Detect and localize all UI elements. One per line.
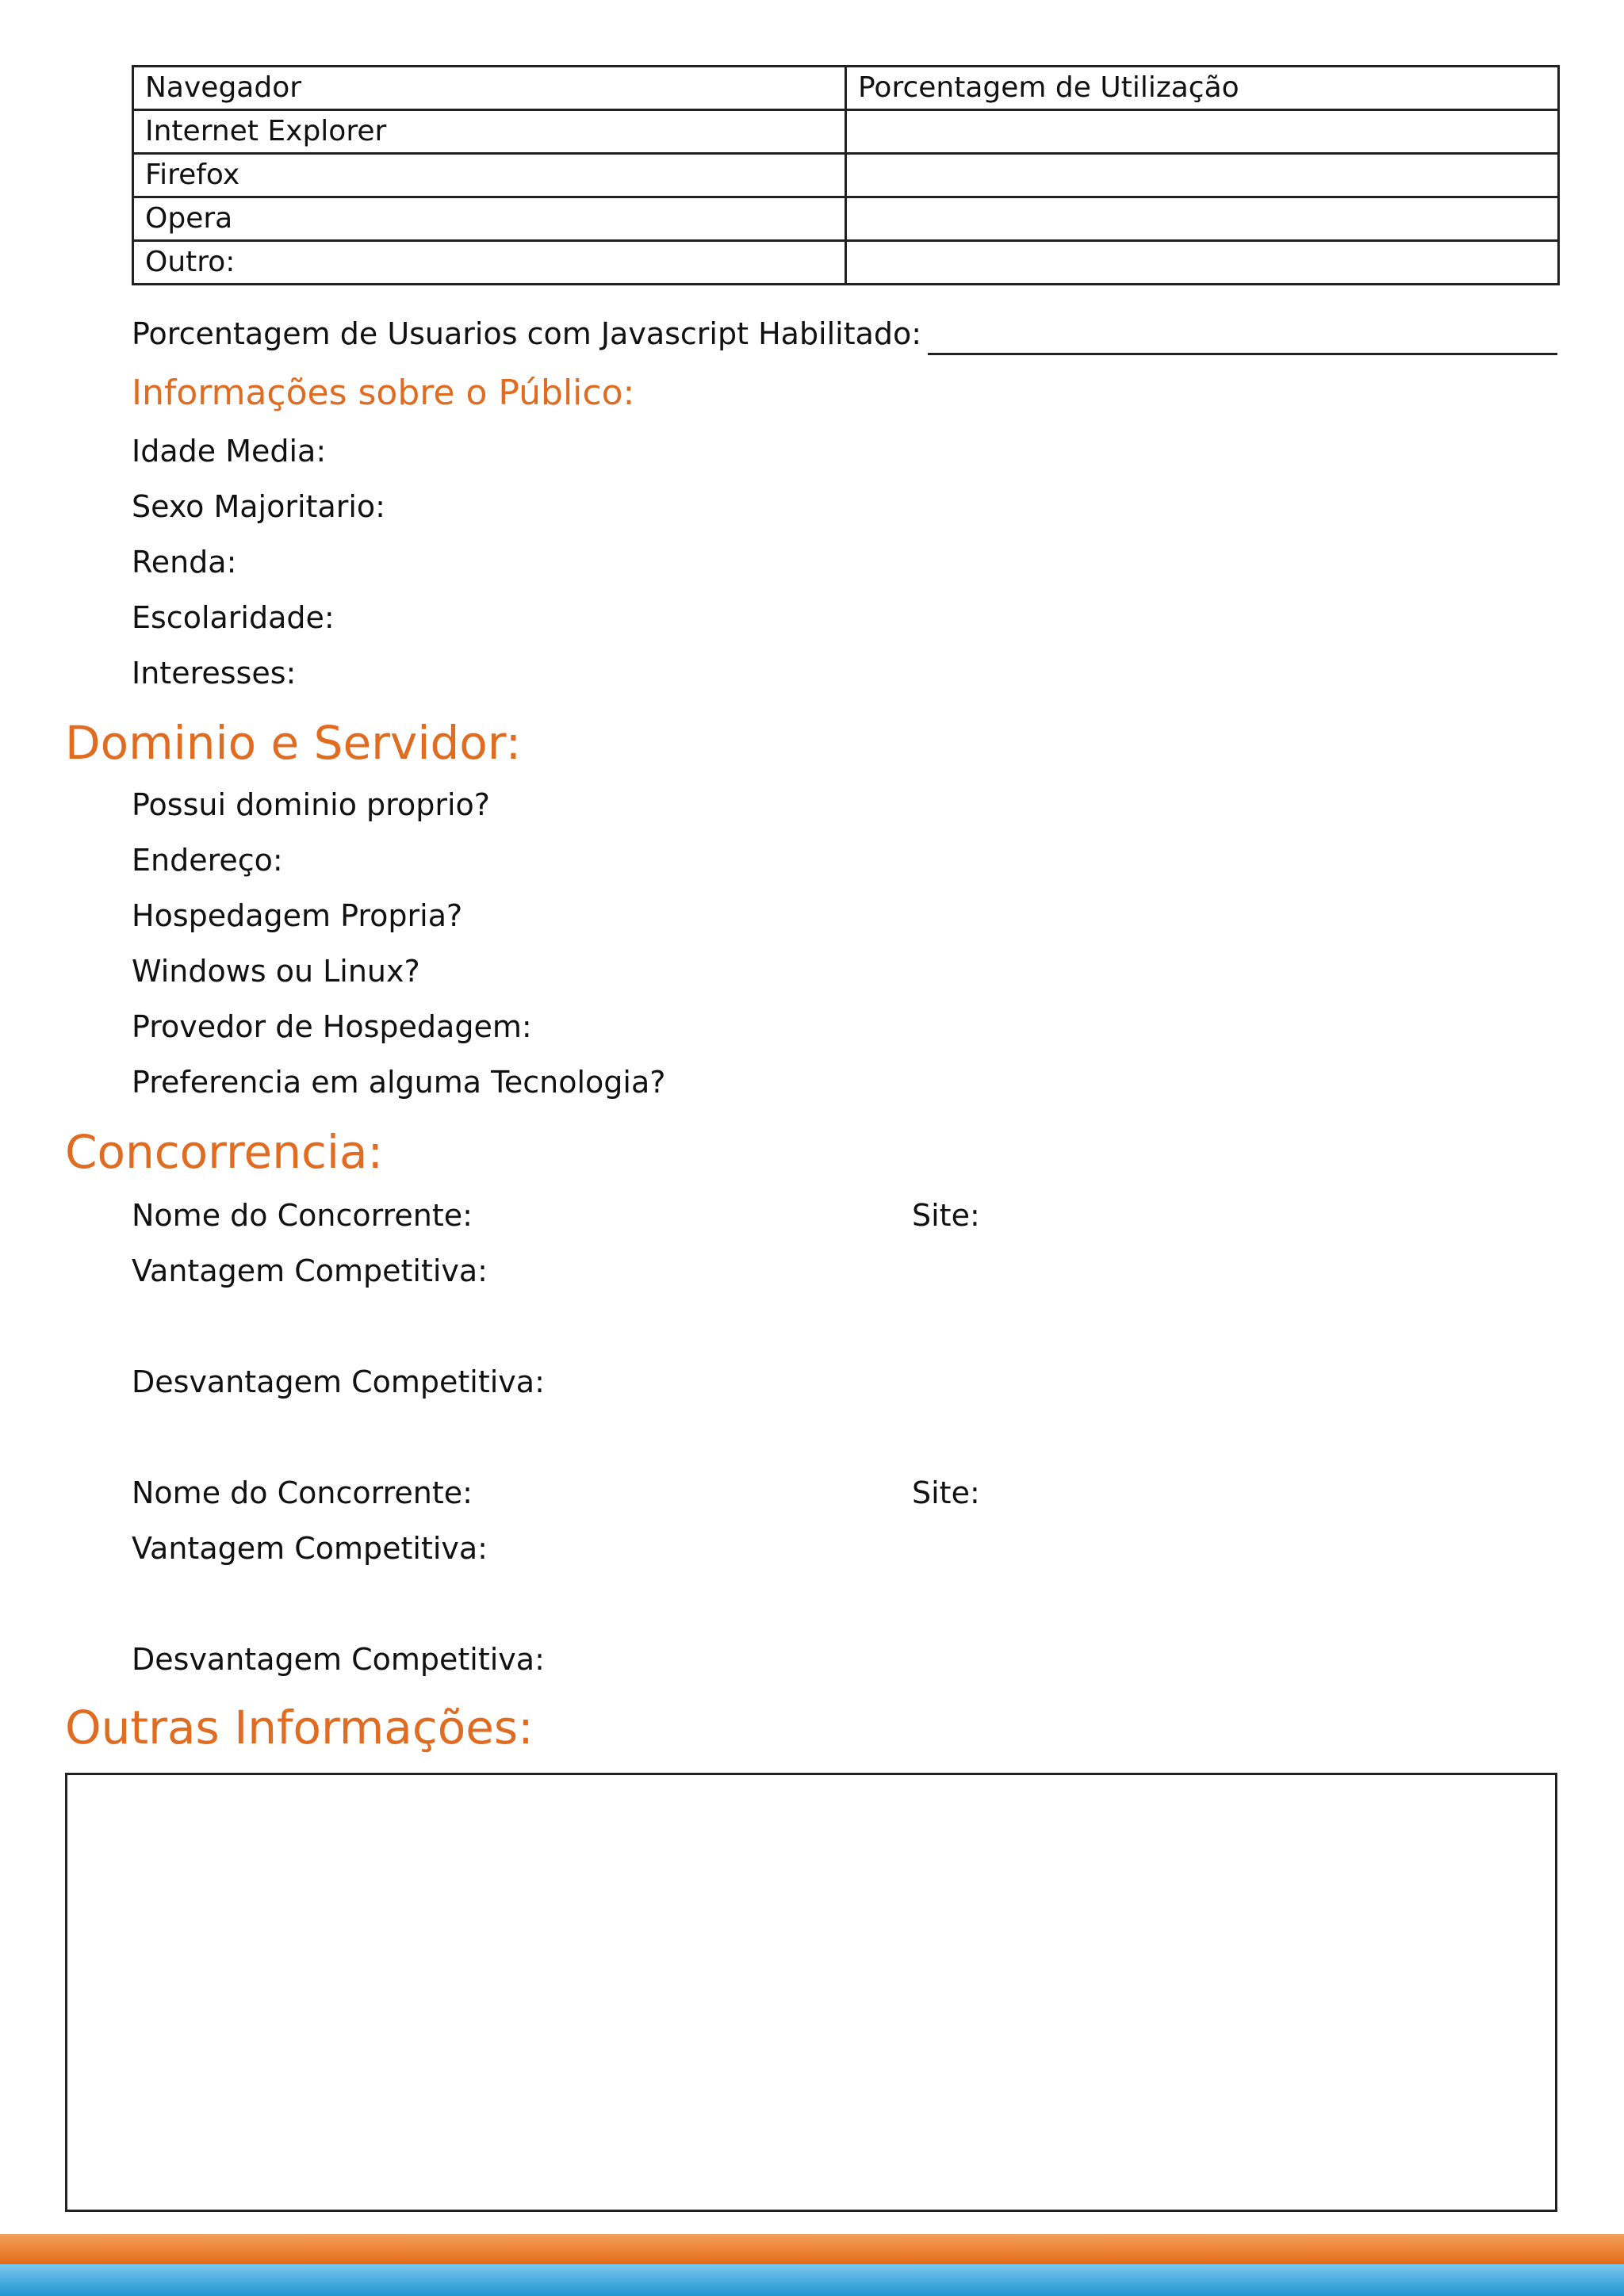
field-escolaridade: Escolaridade: bbox=[132, 600, 335, 635]
field-preferencia-tecnologia: Preferencia em alguma Tecnologia? bbox=[132, 1065, 666, 1100]
concorrencia-section-title: Concorrencia: bbox=[65, 1125, 384, 1179]
competitor-1-name-label: Nome do Concorrente: bbox=[132, 1198, 473, 1233]
table-header-cell: Porcentagem de Utilização bbox=[846, 67, 1559, 110]
competitor-2-name-label: Nome do Concorrente: bbox=[132, 1475, 473, 1510]
usage-value-cell[interactable] bbox=[846, 197, 1559, 241]
table-header-cell: Navegador bbox=[133, 67, 846, 110]
field-interesses: Interesses: bbox=[132, 656, 297, 691]
table-row bbox=[133, 154, 1559, 197]
competitor-1-disadvantage-label: Desvantagem Competitiva: bbox=[132, 1364, 545, 1399]
javascript-percentage-label: Porcentagem de Usuarios com Javascript Habilitado: bbox=[132, 316, 922, 351]
javascript-percentage-blank[interactable] bbox=[928, 321, 1557, 355]
publico-section-title: Informações sobre o Público: bbox=[132, 373, 635, 413]
field-hospedagem-propria: Hospedagem Propria? bbox=[132, 898, 463, 933]
competitor-2-site-label: Site: bbox=[912, 1475, 980, 1510]
table-row bbox=[133, 110, 1559, 154]
field-renda: Renda: bbox=[132, 545, 237, 580]
field-endereco: Endereço: bbox=[132, 843, 283, 878]
browser-name-cell: Firefox bbox=[133, 154, 846, 197]
browser-name-cell: Outro: bbox=[133, 241, 846, 285]
usage-value-cell[interactable] bbox=[846, 154, 1559, 197]
footer-bar bbox=[0, 2234, 1624, 2296]
field-dominio-proprio: Possui dominio proprio? bbox=[132, 787, 490, 822]
other-info-textbox[interactable] bbox=[65, 1773, 1557, 2212]
browser-usage-table bbox=[132, 65, 1560, 285]
usage-value-cell[interactable] bbox=[846, 241, 1559, 285]
outras-section-title: Outras Informações: bbox=[65, 1701, 534, 1755]
competitor-2-advantage-label: Vantagem Competitiva: bbox=[132, 1531, 488, 1566]
field-windows-linux: Windows ou Linux? bbox=[132, 954, 420, 989]
field-sexo-majoritario: Sexo Majoritario: bbox=[132, 489, 385, 524]
dominio-section-title: Dominio e Servidor: bbox=[65, 716, 522, 770]
field-provedor-hospedagem: Provedor de Hospedagem: bbox=[132, 1009, 532, 1044]
table-header-row bbox=[133, 67, 1559, 110]
footer-orange-stripe bbox=[0, 2234, 1624, 2264]
field-idade-media: Idade Media: bbox=[132, 434, 327, 469]
javascript-percentage-line bbox=[132, 312, 1557, 355]
table-row bbox=[133, 241, 1559, 285]
competitor-2-disadvantage-label: Desvantagem Competitiva: bbox=[132, 1642, 545, 1677]
competitor-1-advantage-label: Vantagem Competitiva: bbox=[132, 1253, 488, 1288]
footer-blue-stripe bbox=[0, 2264, 1624, 2296]
competitor-1-site-label: Site: bbox=[912, 1198, 980, 1233]
table-row bbox=[133, 197, 1559, 241]
browser-name-cell: Internet Explorer bbox=[133, 110, 846, 154]
browser-name-cell: Opera bbox=[133, 197, 846, 241]
usage-value-cell[interactable] bbox=[846, 110, 1559, 154]
